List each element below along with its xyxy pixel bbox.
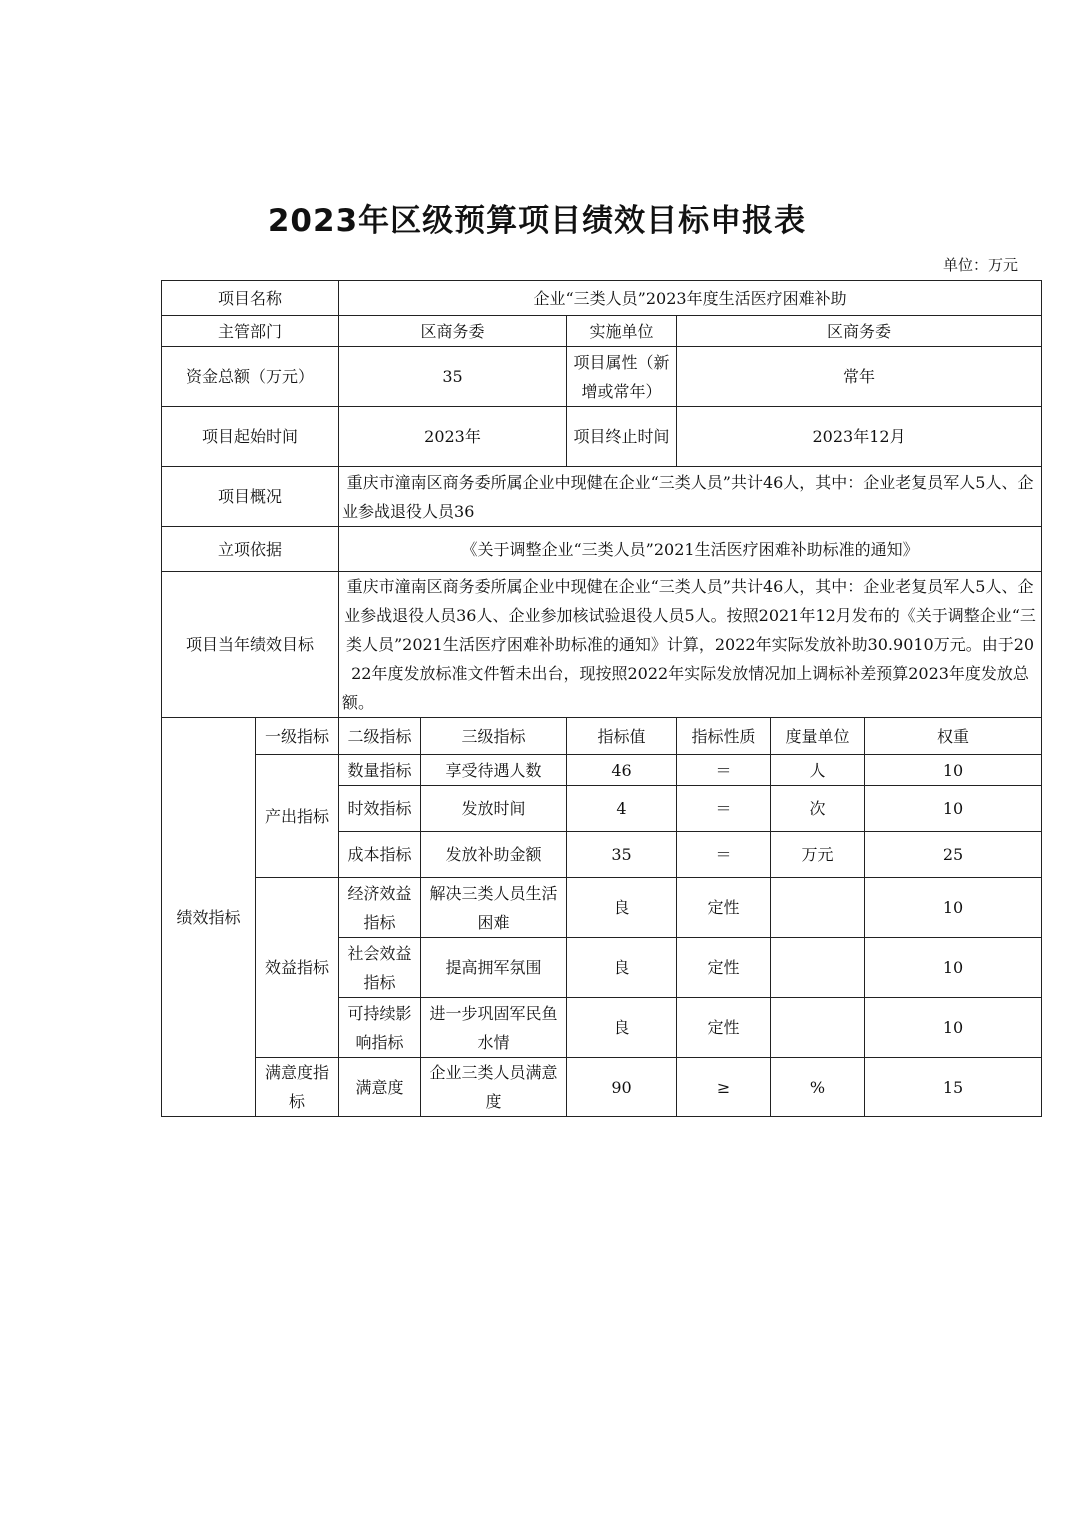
header-weight: 权重 <box>865 718 1042 755</box>
value-cell: 90 <box>567 1058 677 1117</box>
unit-cell: 次 <box>771 786 865 832</box>
end-label: 项目终止时间 <box>567 407 677 467</box>
unit-cell: 万元 <box>771 832 865 878</box>
row-time <box>162 407 1042 467</box>
goal-label: 项目当年绩效目标 <box>162 572 339 718</box>
nature-cell: 定性 <box>677 998 771 1058</box>
row-basis <box>162 527 1042 572</box>
nature-cell: ＝ <box>677 786 771 832</box>
end-value: 2023年12月 <box>677 407 1042 467</box>
unit-cell <box>771 938 865 998</box>
header-nature: 指标性质 <box>677 718 771 755</box>
weight-cell: 10 <box>865 938 1042 998</box>
unit-cell: 人 <box>771 755 865 786</box>
row-project-name <box>162 281 1042 316</box>
row-overview <box>162 467 1042 527</box>
weight-cell: 10 <box>865 786 1042 832</box>
header-value: 指标值 <box>567 718 677 755</box>
level3-cell: 发放时间 <box>421 786 567 832</box>
dept-value: 区商务委 <box>339 316 567 347</box>
value-cell: 35 <box>567 832 677 878</box>
start-value: 2023年 <box>339 407 567 467</box>
weight-cell: 10 <box>865 755 1042 786</box>
impl-label: 实施单位 <box>567 316 677 347</box>
weight-cell: 25 <box>865 832 1042 878</box>
weight-cell: 15 <box>865 1058 1042 1117</box>
unit-cell: % <box>771 1058 865 1117</box>
attr-label: 项目属性（新增或常年） <box>567 347 677 407</box>
nature-cell: 定性 <box>677 878 771 938</box>
value-cell: 46 <box>567 755 677 786</box>
value-cell: 良 <box>567 998 677 1058</box>
row-department <box>162 316 1042 347</box>
start-label: 项目起始时间 <box>162 407 339 467</box>
overview-label: 项目概况 <box>162 467 339 527</box>
fund-value: 35 <box>339 347 567 407</box>
table-row <box>162 1058 1042 1117</box>
group-label-output: 产出指标 <box>256 755 339 878</box>
indicator-header-row <box>162 718 1042 755</box>
level3-cell: 解决三类人员生活困难 <box>421 878 567 938</box>
project-name-value: 企业“三类人员”2023年度生活医疗困难补助 <box>339 281 1042 316</box>
dept-label: 主管部门 <box>162 316 339 347</box>
page-title: 2023年区级预算项目绩效目标申报表 <box>267 203 807 239</box>
value-cell: 4 <box>567 786 677 832</box>
level2-cell: 满意度 <box>339 1058 421 1117</box>
level2-cell: 可持续影响指标 <box>339 998 421 1058</box>
weight-cell: 10 <box>865 878 1042 938</box>
header-level2: 二级指标 <box>339 718 421 755</box>
goal-value: 重庆市潼南区商务委所属企业中现健在企业“三类人员”共计46人，其中：企业老复员军人5人、企业参战退役人员36人、企业参加核试验退役人员5人。按照2021年12月发布的《关于调整企业“三类人员”2021生活医疗困难补助标准的通知》计算，2022年实际发放补助30.9010万元。由于2022年度发放标准文件暂未出台，现按照2022年实际发放情况加上调标补差预算2023年度发放总额。 <box>339 572 1042 718</box>
overview-value: 重庆市潼南区商务委所属企业中现健在企业“三类人员”共计46人，其中：企业老复员军人5人、企业参战退役人员36 <box>339 467 1042 527</box>
nature-cell: 定性 <box>677 938 771 998</box>
basis-value: 《关于调整企业“三类人员”2021生活医疗困难补助标准的通知》 <box>339 527 1042 572</box>
header-level1: 一级指标 <box>256 718 339 755</box>
nature-cell: ＝ <box>677 755 771 786</box>
nature-cell: ≥ <box>677 1058 771 1117</box>
header-level3: 三级指标 <box>421 718 567 755</box>
level2-cell: 社会效益指标 <box>339 938 421 998</box>
impl-value: 区商务委 <box>677 316 1042 347</box>
unit-note: 单位：万元 <box>942 256 1018 274</box>
level3-cell: 企业三类人员满意度 <box>421 1058 567 1117</box>
unit-cell <box>771 998 865 1058</box>
group-label-satisfaction: 满意度指标 <box>256 1058 339 1117</box>
level2-cell: 经济效益指标 <box>339 878 421 938</box>
level2-cell: 数量指标 <box>339 755 421 786</box>
value-cell: 良 <box>567 938 677 998</box>
fund-label: 资金总额（万元） <box>162 347 339 407</box>
table-row <box>162 878 1042 938</box>
value-cell: 良 <box>567 878 677 938</box>
level3-cell: 提高拥军氛围 <box>421 938 567 998</box>
basis-label: 立项依据 <box>162 527 339 572</box>
indicators-section-label: 绩效指标 <box>162 718 256 1117</box>
row-goal <box>162 572 1042 718</box>
performance-form-table <box>161 280 1042 1117</box>
unit-cell <box>771 878 865 938</box>
level3-cell: 进一步巩固军民鱼水情 <box>421 998 567 1058</box>
nature-cell: ＝ <box>677 832 771 878</box>
level3-cell: 发放补助金额 <box>421 832 567 878</box>
attr-value: 常年 <box>677 347 1042 407</box>
weight-cell: 10 <box>865 998 1042 1058</box>
level2-cell: 时效指标 <box>339 786 421 832</box>
header-unit: 度量单位 <box>771 718 865 755</box>
row-fund <box>162 347 1042 407</box>
level3-cell: 享受待遇人数 <box>421 755 567 786</box>
project-name-label: 项目名称 <box>162 281 339 316</box>
group-label-benefit: 效益指标 <box>256 878 339 1058</box>
level2-cell: 成本指标 <box>339 832 421 878</box>
table-row <box>162 755 1042 786</box>
